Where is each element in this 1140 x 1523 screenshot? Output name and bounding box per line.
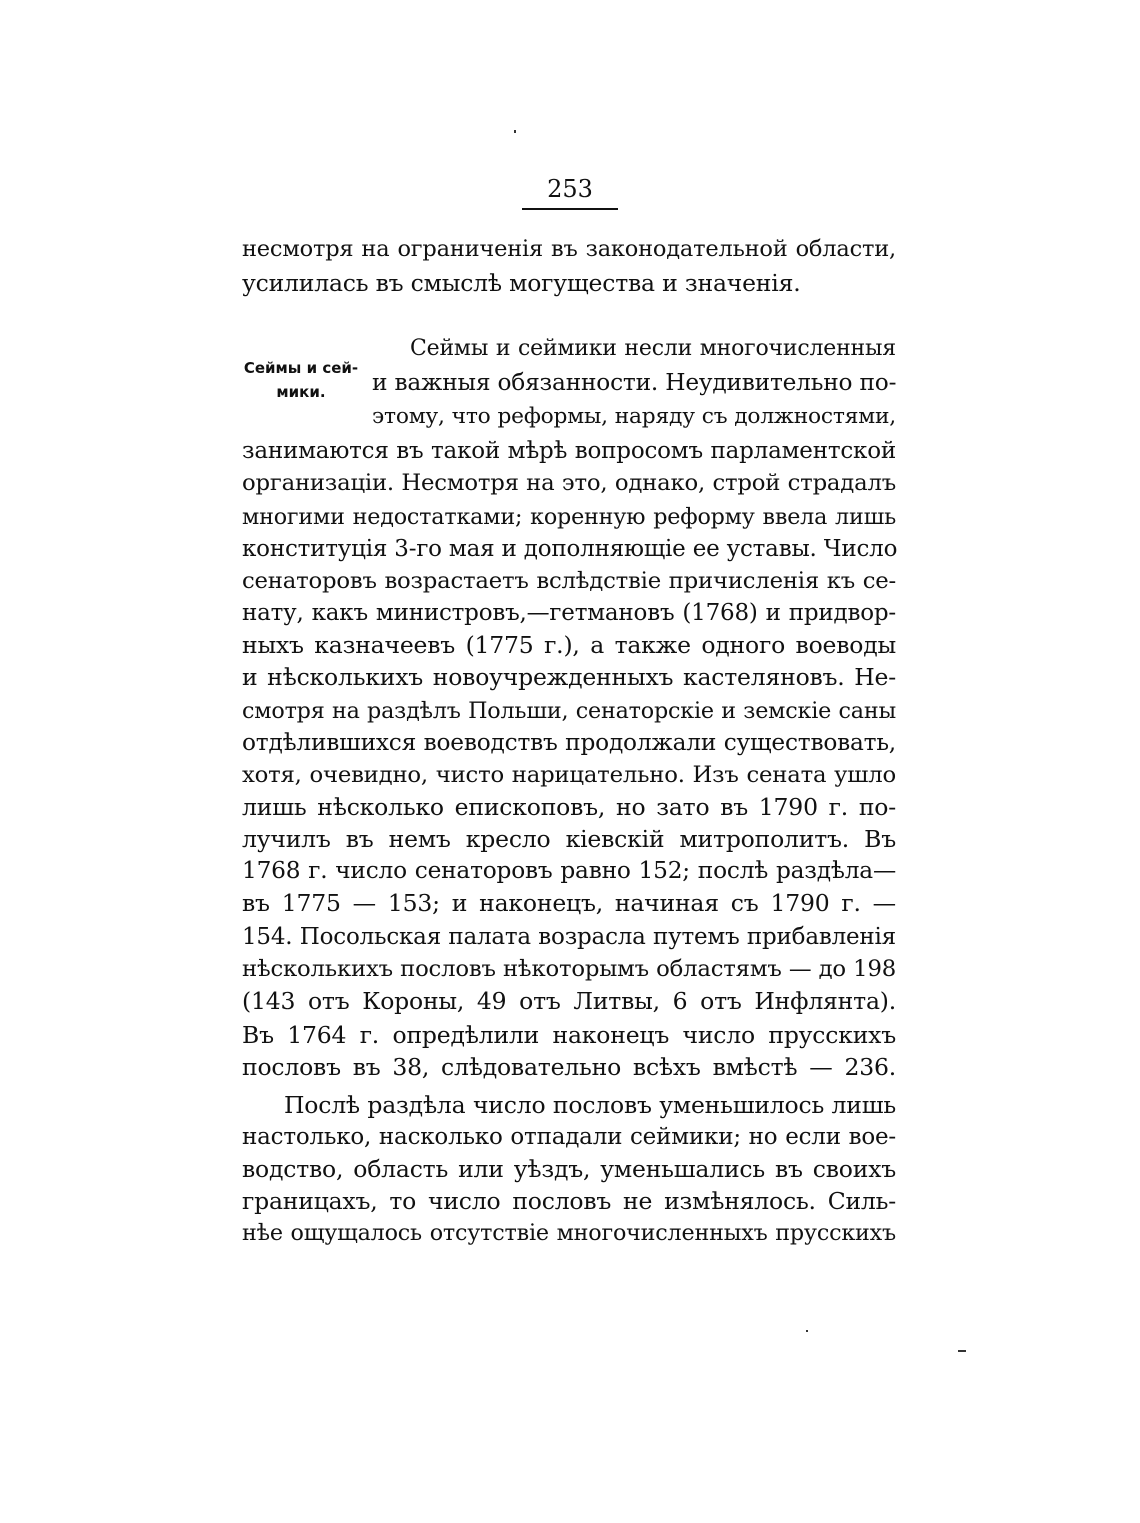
text-line: лучилъ въ немъ кресло кіевскій митрополитъ. Въ bbox=[242, 825, 896, 853]
text-line: этому, что реформы, наряду съ должностями, bbox=[372, 404, 896, 429]
text-line: ныхъ казначеевъ (1775 г.), а также одного воеводы bbox=[242, 631, 896, 659]
text-line: многими недостатками; коренную реформу ввела лишь bbox=[242, 504, 896, 530]
text-line: нѣе ощущалось отсутствіе многочисленныхъ прусскихъ bbox=[242, 1220, 896, 1246]
text-line: нѣсколькихъ пословъ нѣкоторымъ областямъ — до 198 bbox=[242, 956, 896, 982]
text-line: пословъ въ 38, слѣдовательно всѣхъ вмѣстѣ — 236. bbox=[242, 1053, 896, 1081]
text-line: Послѣ раздѣла число пословъ уменьшилось лишь bbox=[284, 1091, 896, 1119]
text-line: несмотря на ограниченія въ законодательной области, bbox=[242, 236, 896, 262]
text-line: и нѣсколькихъ новоучрежденныхъ кастеляновъ. Не- bbox=[242, 663, 896, 691]
text-line: конституція 3-го мая и дополняющіе ее уставы. Число bbox=[242, 536, 898, 562]
scan-speck bbox=[958, 1350, 966, 1352]
scan-speck bbox=[514, 130, 516, 133]
text-line: настолько, насколько отпадали сеймики; но если вое- bbox=[242, 1124, 896, 1150]
text-line: и важныя обязанности. Неудивительно по- bbox=[372, 369, 897, 396]
text-line: хотя, очевидно, чисто нарицательно. Изъ сената ушло bbox=[242, 762, 896, 788]
text-line: сенаторовъ возрастаетъ вслѣдствіе причисленія къ се- bbox=[242, 568, 896, 594]
text-line: занимаются въ такой мѣрѣ вопросомъ парламентской bbox=[242, 438, 896, 464]
text-line: отдѣлившихся воеводствъ продолжали существовать, bbox=[242, 729, 896, 756]
margin-note-line: мики. bbox=[276, 383, 326, 401]
text-line: смотря на раздѣлъ Польши, сенаторскіе и земскіе саны bbox=[242, 698, 896, 724]
text-line: водство, область или уѣздъ, уменьшались въ своихъ bbox=[242, 1155, 896, 1183]
text-line: усилилась въ смыслѣ могущества и значенія. bbox=[242, 269, 801, 297]
text-line: организаціи. Несмотря на это, однако, строй страдалъ bbox=[242, 470, 896, 496]
text-line: Сеймы и сеймики несли многочисленныя bbox=[410, 336, 896, 361]
text-line: 154. Посольская палата возрасла путемъ прибавленія bbox=[242, 924, 896, 950]
text-line: 1768 г. число сенаторовъ равно 152; послѣ раздѣла— bbox=[242, 857, 896, 884]
margin-note-line: Сеймы и сей- bbox=[243, 359, 359, 377]
text-line: въ 1775 — 153; и наконецъ, начиная съ 1790 г. — bbox=[242, 889, 896, 917]
scan-speck bbox=[806, 1330, 808, 1332]
text-line: границахъ, то число пословъ не измѣнялось. Силь- bbox=[242, 1187, 896, 1215]
text-line: лишь нѣсколько епископовъ, но зато въ 1790 г. по- bbox=[242, 793, 896, 821]
text-line: нату, какъ министровъ,—гетмановъ (1768) и придвор- bbox=[242, 600, 896, 626]
text-line: Въ 1764 г. опредѣлили наконецъ число прусскихъ bbox=[242, 1021, 896, 1049]
margin-note bbox=[236, 356, 366, 404]
page-number-rule bbox=[522, 208, 618, 210]
page-number: 253 bbox=[547, 175, 593, 203]
text-line: (143 отъ Короны, 49 отъ Литвы, 6 отъ Инфлянта). bbox=[242, 987, 896, 1015]
